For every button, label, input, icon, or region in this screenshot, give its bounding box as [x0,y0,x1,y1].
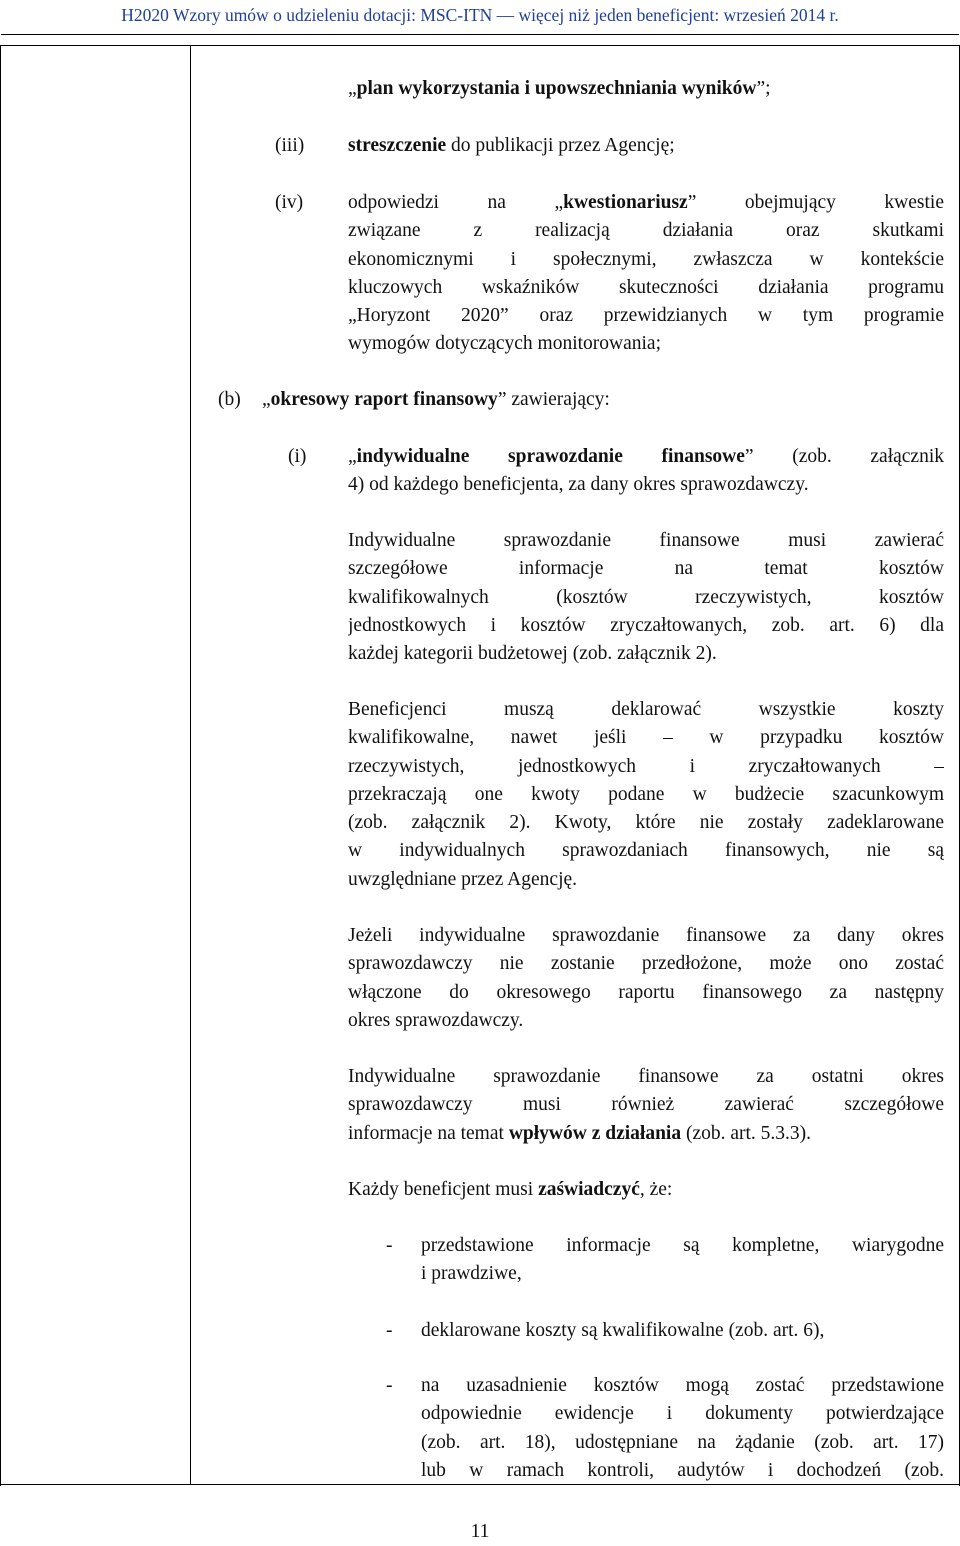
page-number: 11 [470,1521,490,1542]
paragraph-certify: Każdy beneficjent musi zaświadczyć, że: [348,1179,673,1200]
item-iii-label: (iii) [275,135,305,156]
bullet-item: deklarowane koszty są kwalifikowalne (zob. art. 6), [421,1320,825,1341]
item-b-label: (b) [218,389,241,410]
bullet-dash: - [386,1320,393,1341]
paragraph-declare-costs: Beneficjenci muszą deklarować wszystkie koszty kwalifikowalne, nawet jeśli – w przypadku kosztów rzeczywistych, jednostkowych i zryczałtowanych – przekraczają one kwoty podane w budżecie szacunkowym (zob. załącznik 2). Kwoty, które nie zostały zadeklarowane w indywidualnych sprawozdaniach finansowych, nie są uwzględniane przez Agencję. [348,699,944,890]
item-iv-label: (iv) [275,192,304,213]
plan-line: „plan wykorzystania i upowszechniania wyników”; [348,78,771,99]
item-i-text: „indywidualne sprawozdanie finansowe” (zob. załącznik 4) od każdego beneficjenta, za dany okres sprawozdawczy. [348,446,944,496]
paragraph-detailed-info: Indywidualne sprawozdanie finansowe musi zawierać szczegółowe informacje na temat kosztów kwalifikowalnych (kosztów rzeczywistych, kosztów jednostkowych i kosztów zryczałtowanych, zob. art. 6) dla każdej kategorii budżetowej (zob. załącznik 2). [348,530,944,665]
bullet-item: na uzasadnienie kosztów mogą zostać przedstawione odpowiednie ewidencje i dokumenty potwierdzające (zob. art. 18), udostępniane na żądanie (zob. art. 17) lub w ramach kontroli, audytów i dochodzeń (zob. [421,1375,944,1481]
bullet-dash: - [386,1375,393,1396]
paragraph-last-period: Indywidualne sprawozdanie finansowe za ostatni okres sprawozdawczy musi również zawierać szczegółowe informacje na temat wpływów z działania (zob. art. 5.3.3). [348,1066,944,1144]
item-iv-text: odpowiedzi na „kwestionariusz” obejmujący kwestie związane z realizacją działania oraz skutkami ekonomicznymi i społecznymi, zwłaszcza w kontekście kluczowych wskaźników skuteczności działania programu „Horyzont 2020” oraz przewidzianych w tym programie wymogów dotyczących monitorowania; [348,192,944,355]
item-i-label: (i) [288,446,307,467]
bullet-dash: - [386,1235,393,1256]
document-header: H2020 Wzory umów o udzieleniu dotacji: MSC-ITN — więcej niż jeden beneficjent: wrzesień 2014 r. [121,5,839,25]
item-iii-text: streszczenie do publikacji przez Agencję; [348,135,675,156]
item-b-text: „okresowy raport finansowy” zawierający: [262,389,610,410]
table-bottom-rule [0,1484,960,1485]
header-rule [1,34,959,35]
bullet-item: przedstawione informacje są kompletne, wiarygodne i prawdziwe, [421,1235,944,1285]
table-column-separator [190,45,191,1485]
paragraph-not-submitted: Jeżeli indywidualne sprawozdanie finansowe za dany okres sprawozdawczy nie zostanie przedłożone, może ono zostać włączone do okresowego raportu finansowego za następny okres sprawozdawczy. [348,925,944,1031]
